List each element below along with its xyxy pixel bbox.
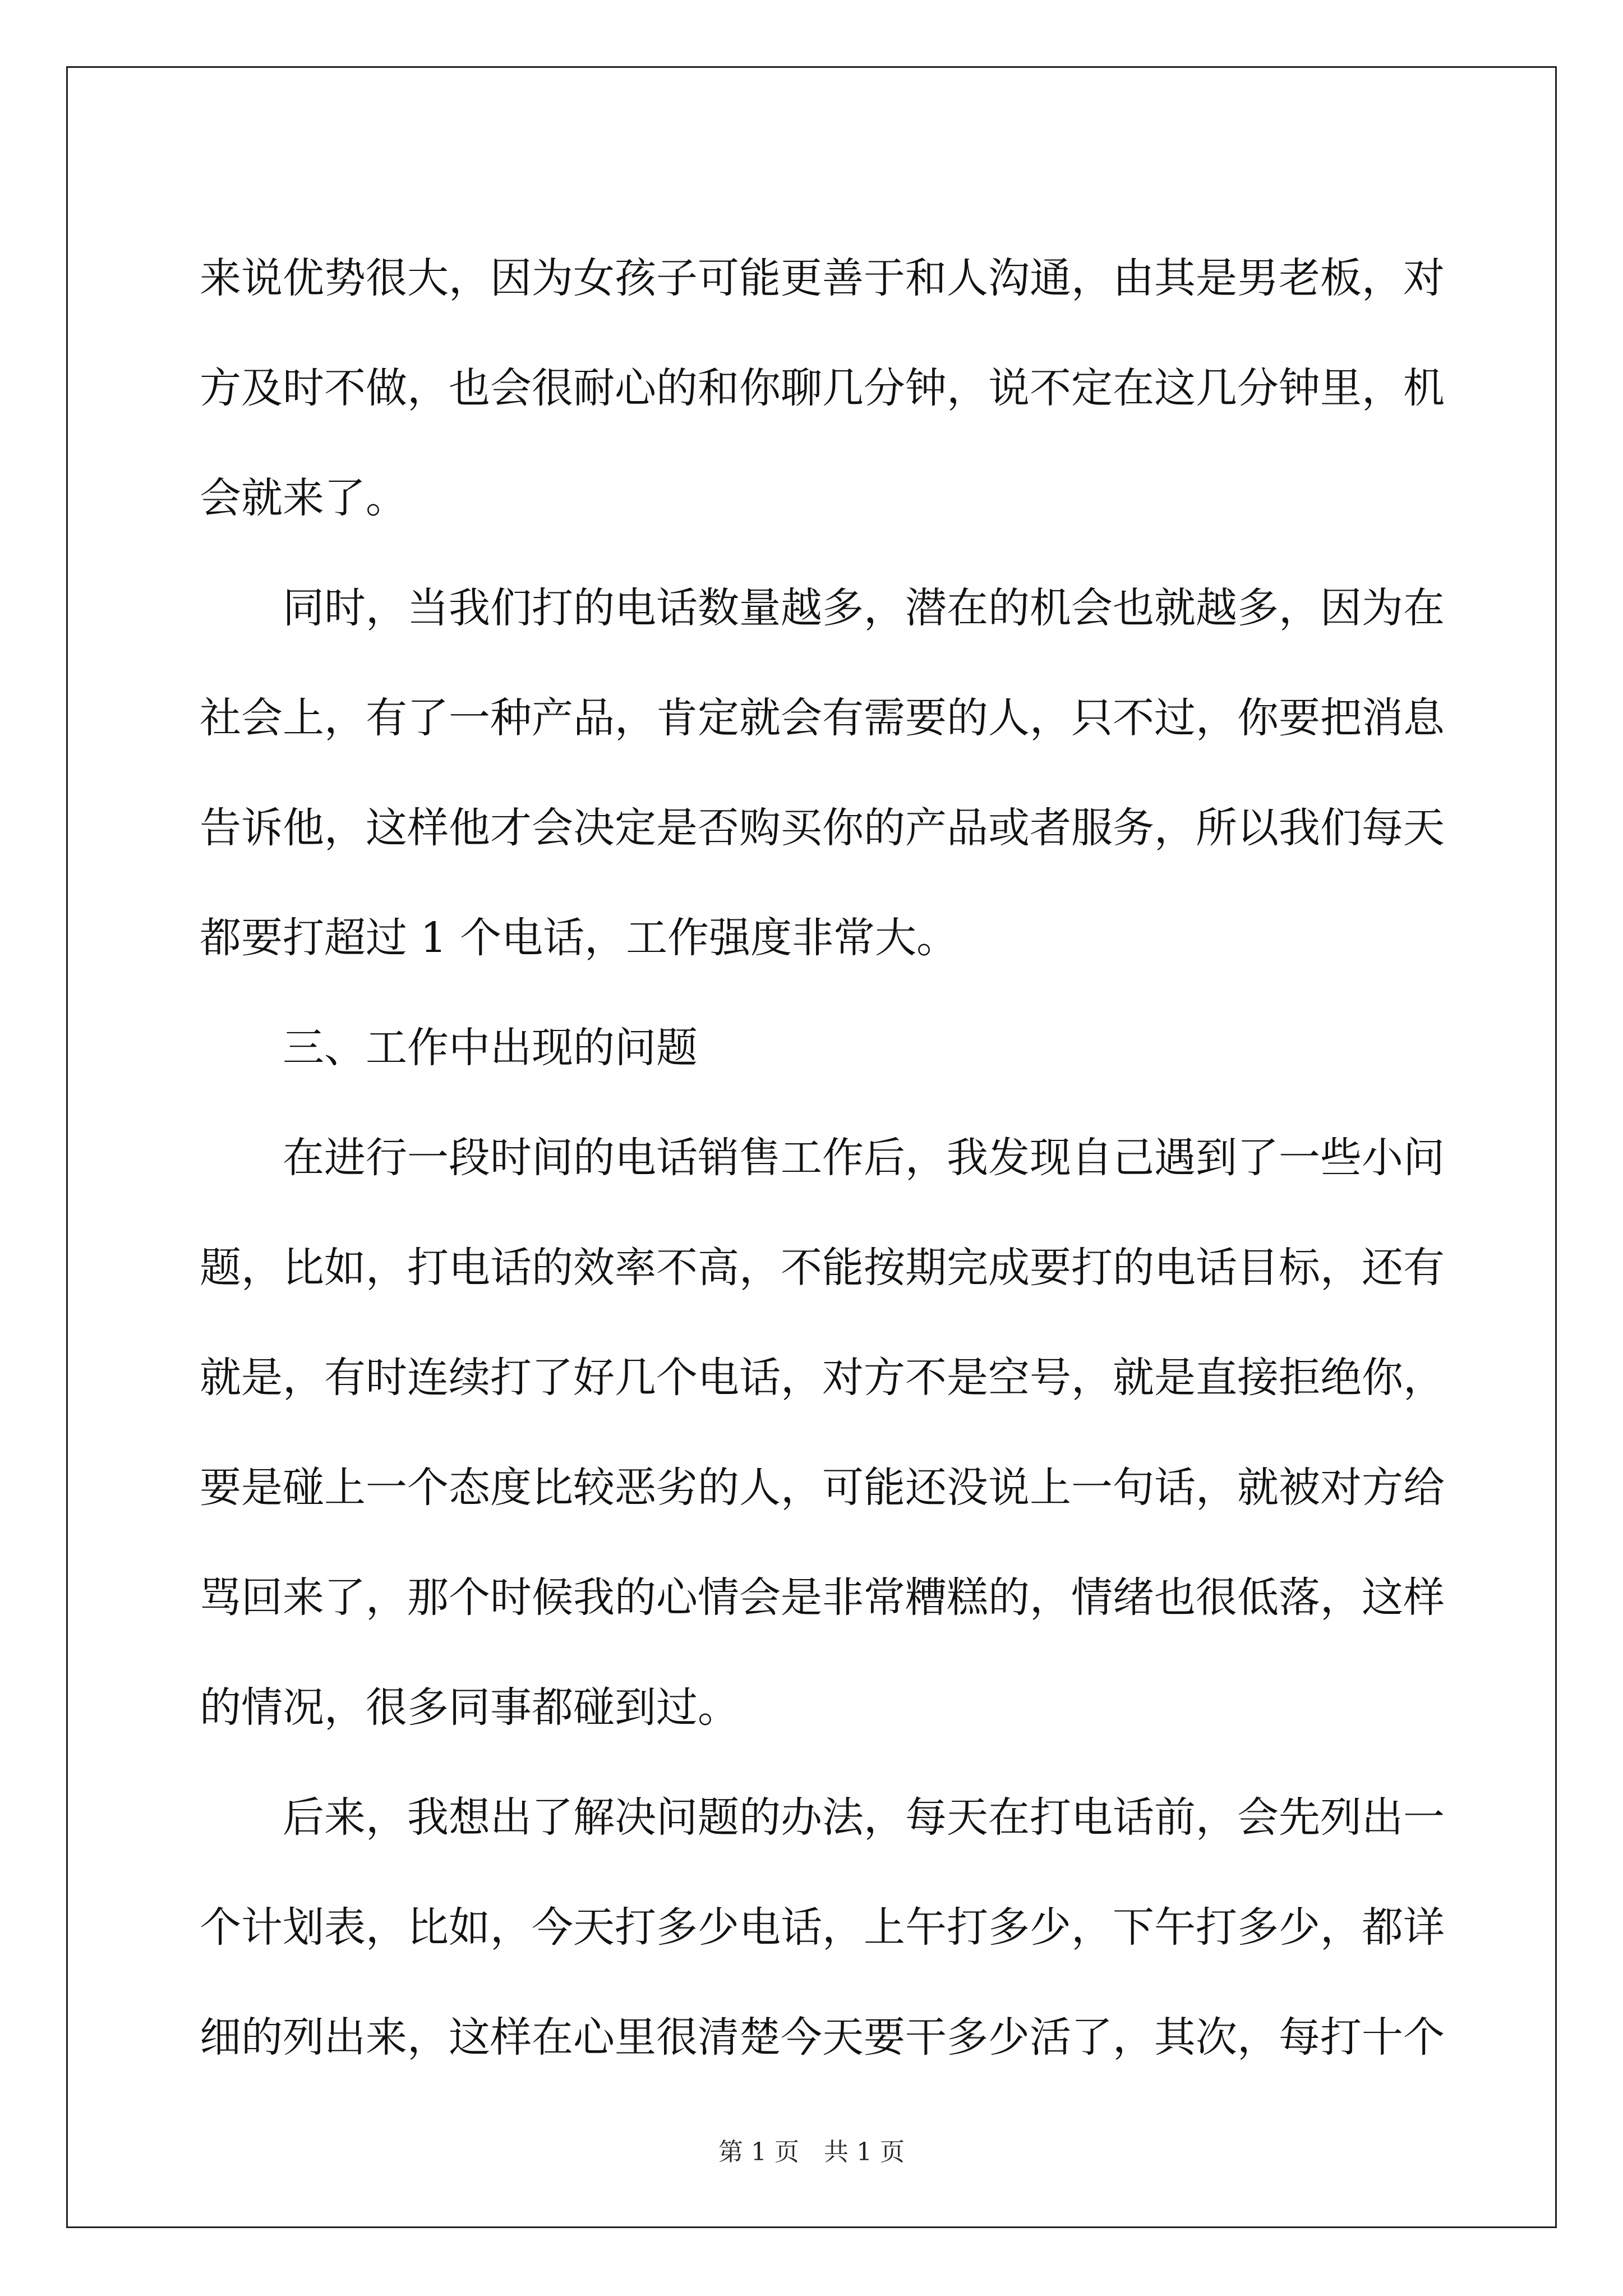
text-line: 同 时 ， 当 我 们 打 的 电 话 数 量 越 多 ， 潜 在 的 机 会 也 就 越 多 ， 因 为 在 (283, 584, 1445, 632)
text-line: 题 ， 比 如 ， 打 电 话 的 效 率 不 高 ， 不 能 按 期 完 成 要 打 的 电 话 目 标 ， 还 有 (200, 1244, 1445, 1292)
text-line: 要 是 碰 上 一 个 态 度 比 较 恶 劣 的 人 ， 可 能 还 没 说 上 一 句 话 ， 就 被 对 方 给 (200, 1464, 1445, 1512)
text-line: 都要打超过 1 个电话，工作强度非常大。 (200, 914, 958, 962)
text-line: 来 说 优 势 很 大 ， 因 为 女 孩 子 可 能 更 善 于 和 人 沟 通 ， 由 其 是 男 老 板 ， 对 (200, 254, 1445, 302)
text-line: 后 来 ， 我 想 出 了 解 决 问 题 的 办 法 ， 每 天 在 打 电 话 前 ， 会 先 列 出 一 (283, 1793, 1445, 1842)
text-line: 方 及 时 不 做 ， 也 会 很 耐 心 的 和 你 聊 几 分 钟 ， 说 不 定 在 这 几 分 钟 里 ， 机 (200, 364, 1445, 412)
document-body (200, 220, 1445, 2089)
text-line: 细 的 列 出 来 ， 这 样 在 心 里 很 清 楚 今 天 要 干 多 少 活 了 ， 其 次 ， 每 打 十 个 (200, 2013, 1445, 2062)
text-line: 会就来了。 (200, 474, 407, 522)
text-line: 告 诉 他 ， 这 样 他 才 会 决 定 是 否 购 买 你 的 产 品 或 者 服 务 ， 所 以 我 们 每 天 (200, 804, 1445, 852)
text-line: 个 计 划 表 ， 比 如 ， 今 天 打 多 少 电 话 ， 上 午 打 多 少 ， 下 午 打 多 少 ， 都 详 (200, 1903, 1445, 1952)
text-line: 社 会 上 ， 有 了 一 种 产 品 ， 肯 定 就 会 有 需 要 的 人 ， 只 不 过 ， 你 要 把 消 息 (200, 694, 1445, 742)
text-line: 骂 回 来 了 ， 那 个 时 候 我 的 心 情 会 是 非 常 糟 糕 的 ， 情 绪 也 很 低 落 ， 这 样 (200, 1573, 1445, 1622)
page-footer: 第 1 页 共 1 页 (718, 2138, 905, 2166)
text-line: 三、工作中出现的问题 (283, 1024, 698, 1072)
text-line: 就 是 ， 有 时 连 续 打 了 好 几 个 电 话 ， 对 方 不 是 空 号 ， 就 是 直 接 拒 绝 你 ， (200, 1354, 1445, 1402)
text-line: 的情况，很多同事都碰到过。 (200, 1683, 739, 1732)
text-line: 在 进 行 一 段 时 间 的 电 话 销 售 工 作 后 ， 我 发 现 自 己 遇 到 了 一 些 小 问 (283, 1134, 1445, 1182)
